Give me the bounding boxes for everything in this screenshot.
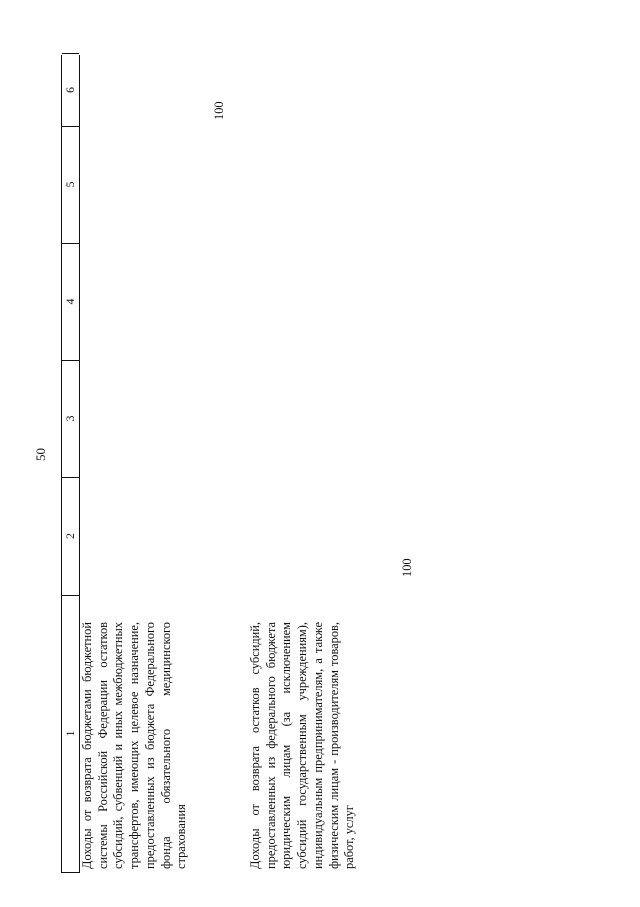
column-header-2: 2	[62, 477, 79, 596]
column-header-5: 5	[62, 126, 79, 244]
table-header-row	[61, 55, 80, 873]
column-header-4: 4	[62, 243, 79, 361]
table-row-2-description: Доходы от возврата остатков субсидий, предоставленных из федерального бюджета юридическим лицам (за исключением субсидий государственным учреждениям), индивидуальным предпринимателям, а также физическим лицам - производителям товаров, работ, услуг	[248, 622, 357, 869]
column-header-1: 1	[62, 595, 79, 873]
table-row-2-value: 100	[400, 558, 414, 577]
column-header-3: 3	[62, 360, 79, 478]
column-header-6: 6	[62, 53, 79, 127]
page-number: 50	[33, 448, 48, 461]
table-row-1-value: 100	[212, 101, 226, 120]
table-row-1-description: Доходы от возврата бюджетами бюджетной системы Российской Федерации остатков субсидий, субвенций и иных межбюджетных трансфертов, имеющих целевое назначение, предоставленных из бюджета Федерального фонда обязательного медицинского страхования	[80, 622, 189, 869]
